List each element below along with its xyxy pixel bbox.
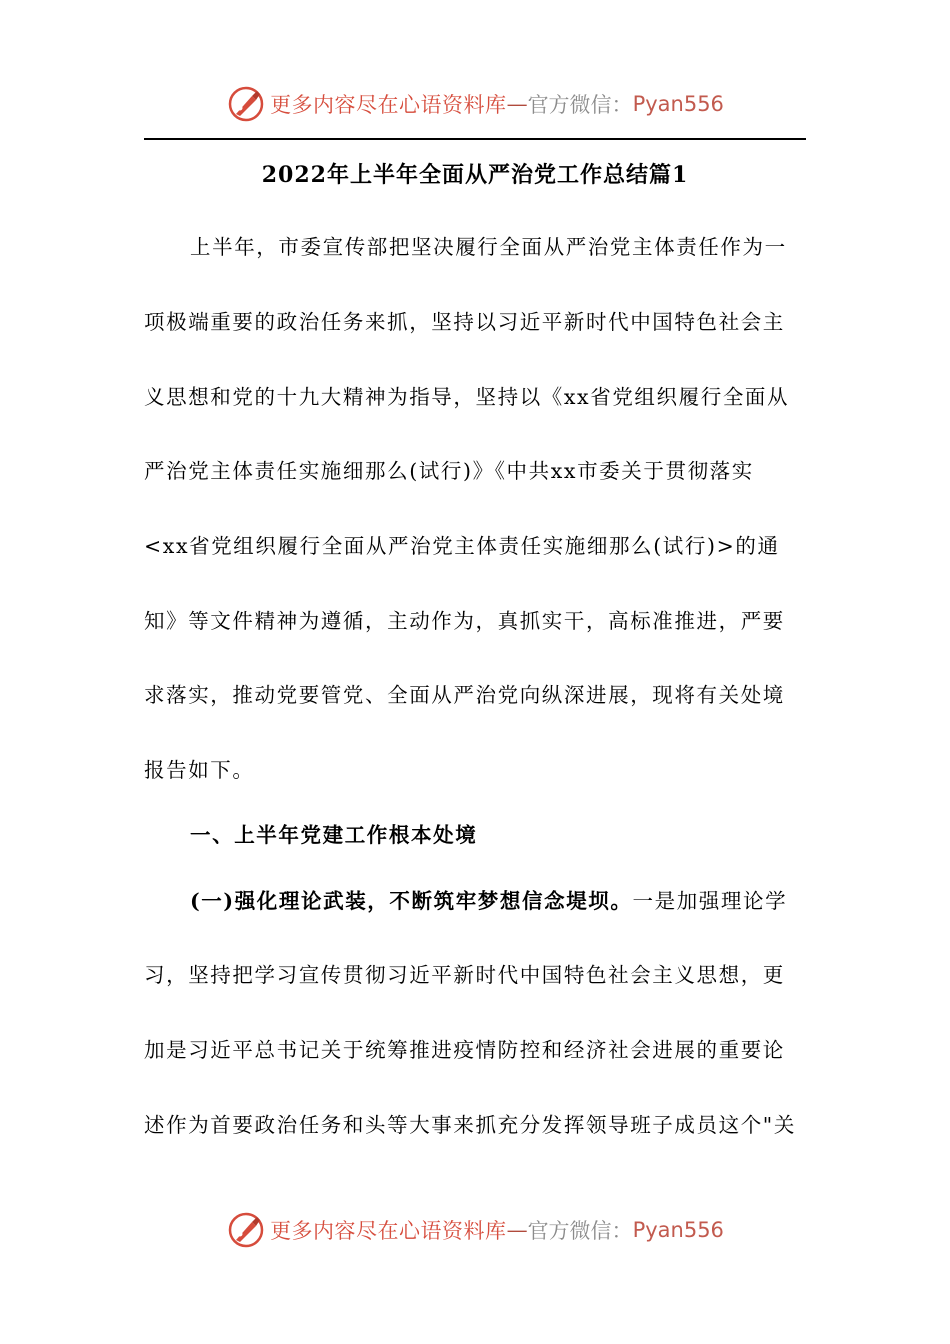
paragraph-line: 加是习近平总书记关于统筹推进疫情防控和经济社会进展的重要论 [144, 1038, 785, 1062]
header-divider [144, 138, 806, 140]
footer-watermark [0, 1208, 950, 1252]
subsection-heading: (一)强化理论武装，不断筑牢梦想信念堤坝。 [190, 889, 633, 913]
subsection-text: 一是加强理论学 [632, 889, 788, 913]
paragraph-line: 义思想和党的十九大精神为指导，坚持以《xx省党组织履行全面从 [144, 385, 790, 409]
header-watermark [0, 82, 950, 126]
watermark-library-text: 更多内容尽在心语资料库 [270, 93, 507, 117]
paragraph-line: 严治党主体责任实施细那么(试行)》《中共xx市委关于贯彻落实 [144, 459, 754, 483]
paragraph-line: 报告如下。 [144, 758, 255, 782]
paragraph-line: 上半年，市委宣传部把坚决履行全面从严治党主体责任作为一 [190, 235, 787, 259]
watermark-wechat-label: 官方微信： [527, 1219, 633, 1243]
paragraph-line: 求落实，推动党要管党、全面从严治党向纵深进展，现将有关处境 [144, 683, 785, 707]
subsection-line [190, 884, 806, 914]
paragraph-line: 习，坚持把学习宣传贯彻习近平新时代中国特色社会主义思想，更 [144, 963, 785, 987]
paragraph-line: 述作为首要政治任务和头等大事来抓充分发挥领导班子成员这个"关 [144, 1113, 796, 1137]
pen-nib-logo-icon [226, 84, 266, 124]
watermark-wechat-handle: Pyan556 [632, 1218, 724, 1242]
watermark-dash: — [506, 1218, 528, 1242]
watermark-wechat-handle: Pyan556 [632, 92, 724, 116]
watermark-library-text: 更多内容尽在心语资料库 [270, 1219, 507, 1243]
pen-nib-logo-icon [226, 1210, 266, 1250]
section-heading: 一、上半年党建工作根本处境 [190, 823, 478, 847]
paragraph-line: <xx省党组织履行全面从严治党主体责任实施细那么(试行)>的通 [144, 534, 780, 558]
watermark-dash: — [506, 92, 528, 116]
watermark-wechat-label: 官方微信： [527, 93, 633, 117]
paragraph-line: 项极端重要的政治任务来抓，坚持以习近平新时代中国特色社会主 [144, 310, 785, 334]
document-title: 2022年上半年全面从严治党工作总结篇1 [261, 162, 689, 188]
paragraph-line: 知》等文件精神为遵循，主动作为，真抓实干，高标准推进，严要 [144, 609, 785, 633]
